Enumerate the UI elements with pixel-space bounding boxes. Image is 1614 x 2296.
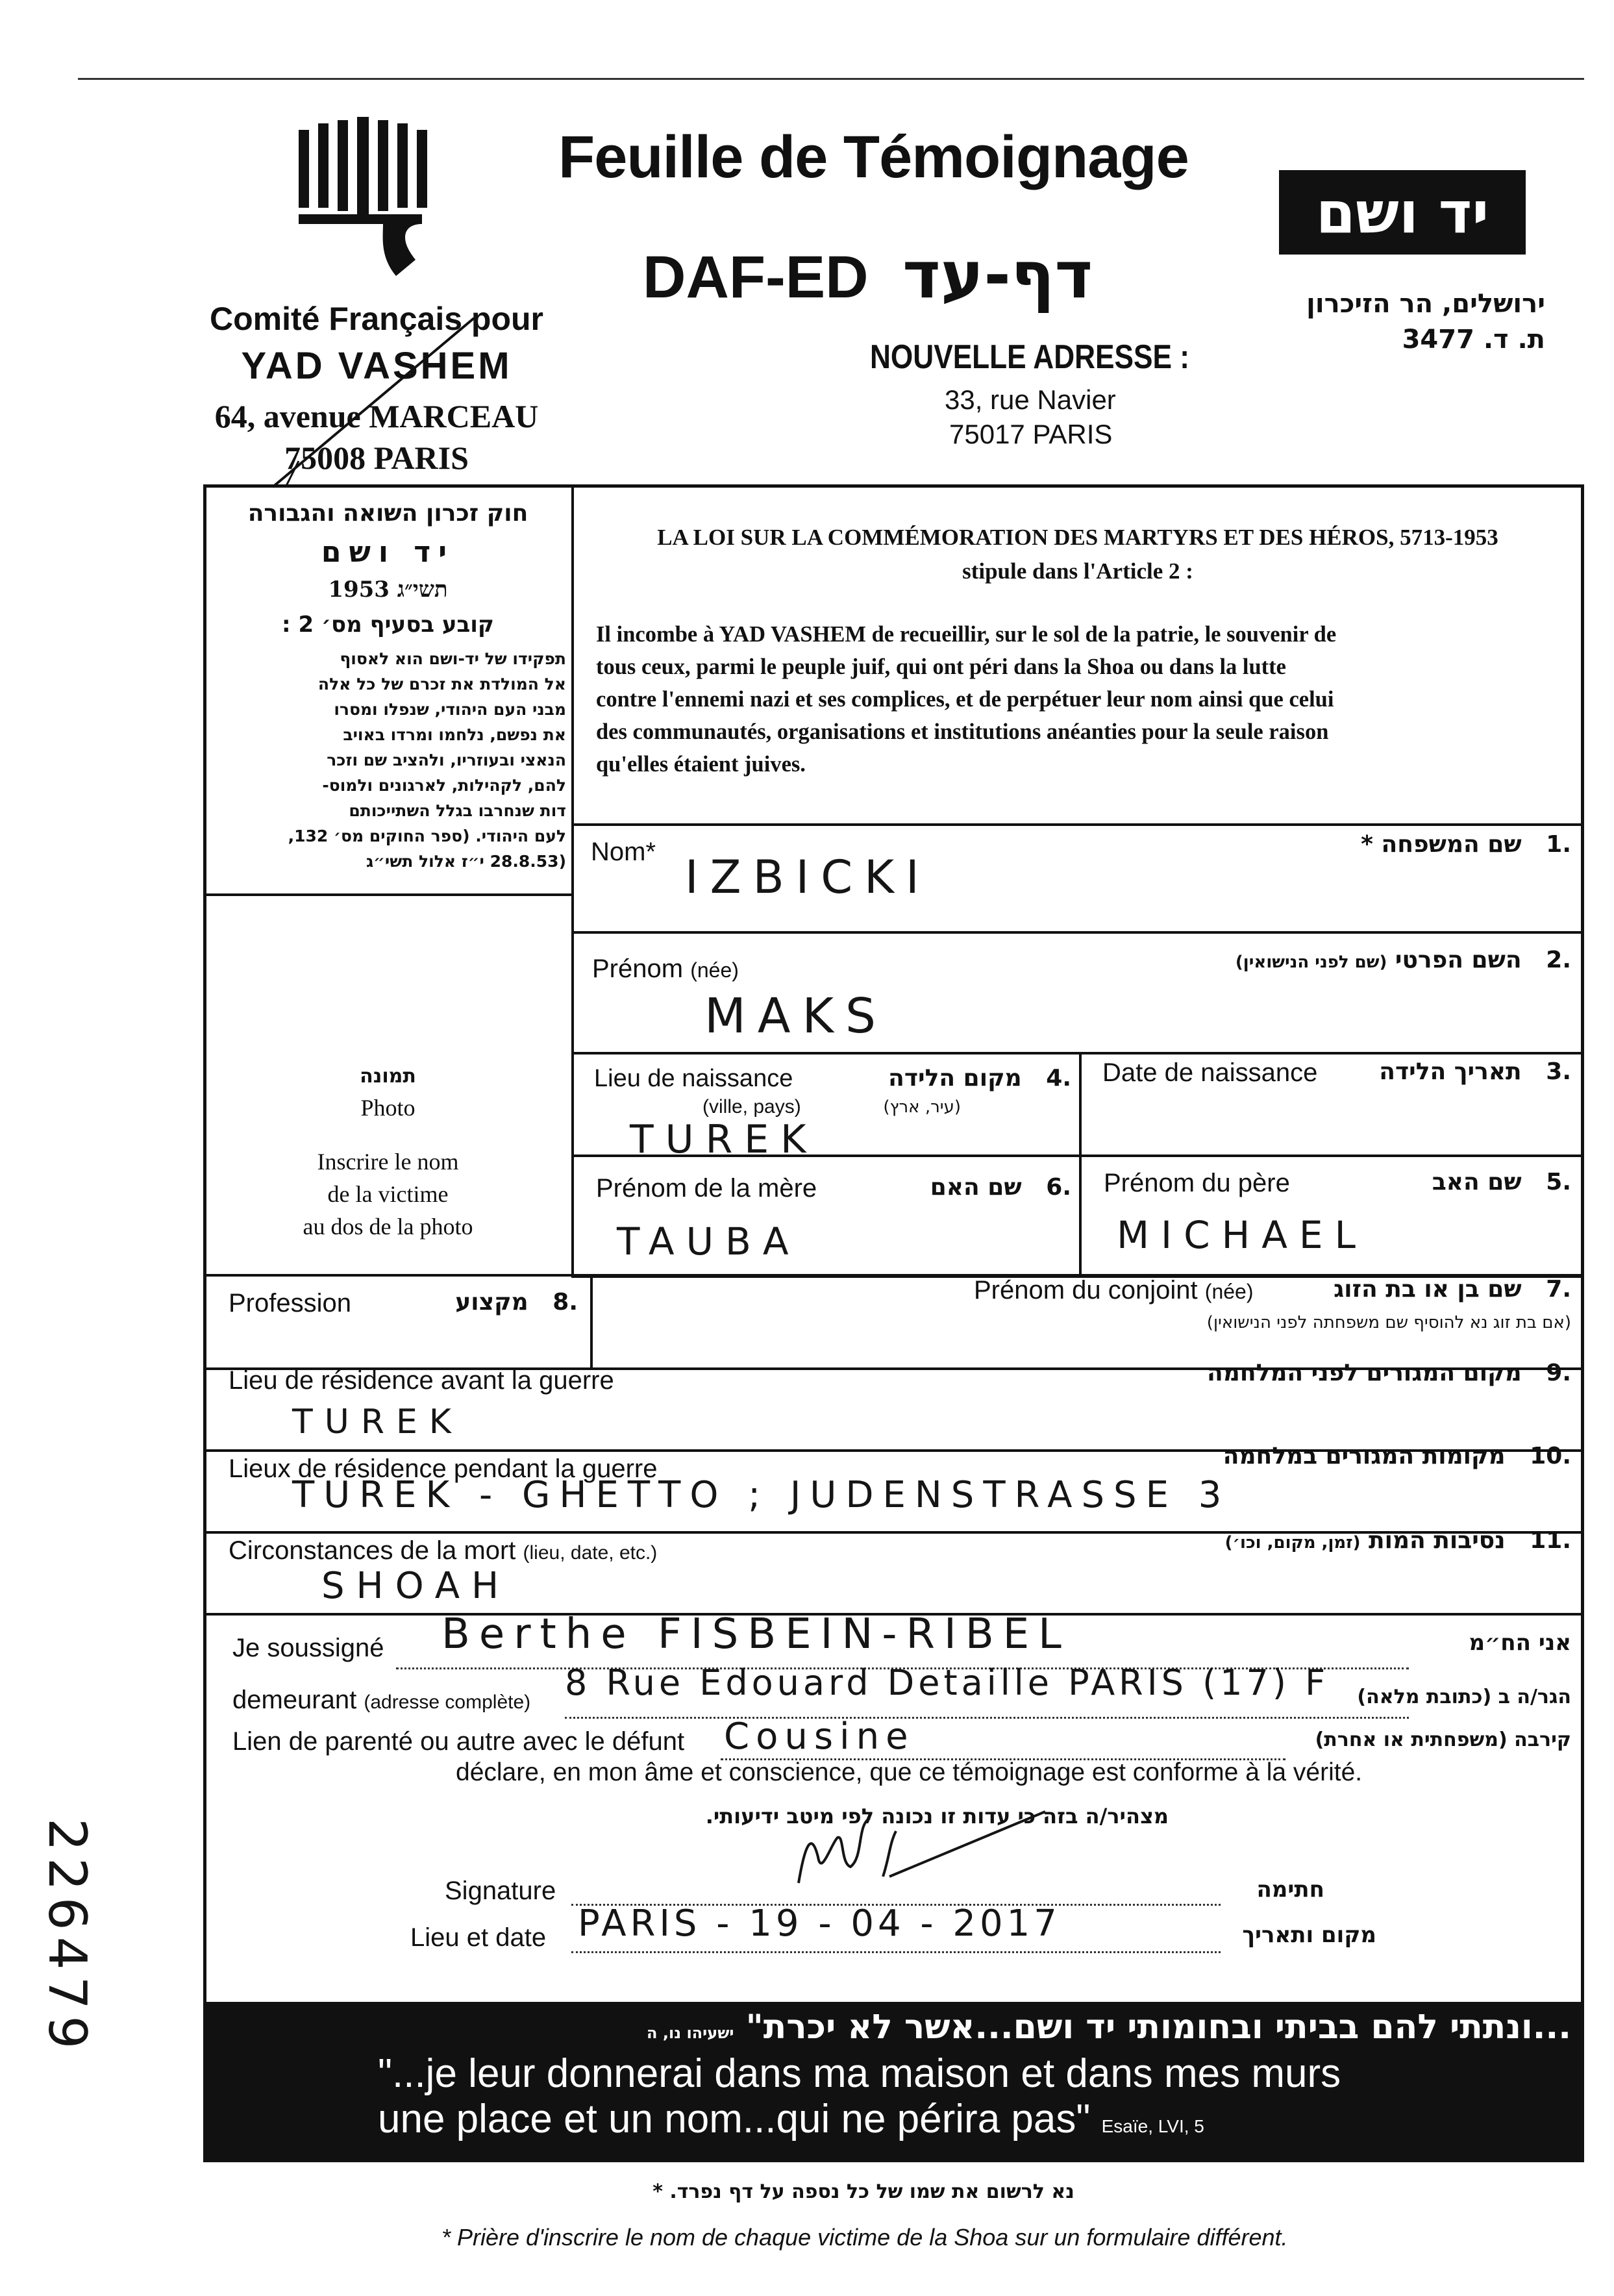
field-prenom-mere-value[interactable]: TAUBA xyxy=(617,1219,801,1264)
field-prenom-value[interactable]: MAKS xyxy=(704,988,888,1044)
law-french-line: tous ceux, parmi le peuple juif, qui ont péri dans la Shoa ou dans la lutte xyxy=(596,655,1286,679)
field-lieu-naissance-sub: (ville, pays) xyxy=(702,1096,801,1117)
field-residence-avant-label-he: .9 מקום המגורים לפני המלחמה xyxy=(1207,1360,1571,1386)
photo-instruction-1: Inscrire le nom xyxy=(317,1149,459,1175)
quote-banner-french-1: "...je leur donnerai dans ma maison et dans mes murs xyxy=(378,2051,1341,2096)
daf-ed-latin: DAF-ED xyxy=(643,244,869,310)
field-circonstances-value[interactable]: SHOAH xyxy=(321,1565,511,1607)
top-border xyxy=(78,78,1584,80)
org-line-2: YAD VASHEM xyxy=(241,345,512,387)
field-prenom-pere-value[interactable]: MICHAEL xyxy=(1117,1213,1367,1257)
lien-value[interactable]: Cousine xyxy=(724,1716,915,1758)
lien-label: Lien de parenté ou autre avec le défunt xyxy=(232,1727,685,1756)
law-french-body xyxy=(596,618,1563,780)
field-circonstances-label: Circonstances de la mort (lieu, date, etc.) xyxy=(229,1536,658,1565)
law-french-line: des communautés, organisations et institutions anéanties pour la seule raison xyxy=(596,719,1329,744)
signature-scribble xyxy=(792,1805,1052,1909)
yad-vashem-logo xyxy=(286,117,441,286)
demeurant-label-he: הגר/ה ב (כתובת מלאה) xyxy=(1357,1686,1571,1708)
field-prenom-label: Prénom (née) xyxy=(592,955,739,983)
field-prenom-pere-label: Prénom du père xyxy=(1104,1169,1290,1197)
field-residence-avant-value[interactable]: TUREK xyxy=(292,1403,463,1441)
field-residence-pendant-value[interactable]: TUREK - GHETTO ; JUDENSTRASSE 3 xyxy=(292,1474,1231,1516)
old-address-line-1: 64, avenue MARCEAU xyxy=(214,398,539,434)
field-residence-avant-label: Lieu de résidence avant la guerre xyxy=(229,1366,614,1395)
law-french-line: qu'elles étaient juives. xyxy=(596,752,806,777)
lieu-date-value[interactable]: PARIS - 19 - 04 - 2017 xyxy=(578,1903,1061,1945)
law-hebrew-body xyxy=(209,646,566,874)
law-french-line: contre l'ennemi nazi et ses complices, et de perpétuer leur nom ainsi que celui xyxy=(596,687,1334,712)
yad-vashem-hebrew-logo: יד ושם xyxy=(1279,170,1526,255)
field-prenom-pere-label-he: .5 שם האב xyxy=(1432,1169,1571,1195)
photo-instruction-3: au dos de la photo xyxy=(303,1214,473,1240)
field-conjoint-label: Prénom du conjoint (née) xyxy=(974,1276,1254,1304)
demeurant-value[interactable]: 8 Rue Edouard Detaille PARIS (17) F xyxy=(565,1662,1330,1703)
declare-fr: déclare, en mon âme et conscience, que ce témoignage est conforme à la vérité. xyxy=(456,1758,1363,1786)
law-hebrew-article: קובע בסעיף מס׳ 2 : xyxy=(282,612,494,638)
soussigne-value[interactable]: Berthe FISBEIN-RIBEL xyxy=(441,1610,1071,1658)
law-hebrew-line: הנאצי ובעוזריו, ולהציב שם וזכר xyxy=(327,751,566,769)
law-hebrew-yad-vashem: יד ושם xyxy=(321,536,455,569)
field-prenom-mere-label-he: .6 שם האם xyxy=(930,1174,1071,1201)
quote-banner-hebrew: ...ונתתי להם בביתי ובחומותי יד ושם...אשר לא יכרת" ישעיהו נו, ה xyxy=(647,2008,1571,2047)
page-title: Feuille de Témoignage xyxy=(558,124,1189,190)
field-lieu-naissance-label-he: .4 מקום הלידה xyxy=(888,1065,1071,1092)
law-hebrew-line: (28.8.53 י״ז אלול תשי״ג xyxy=(366,852,566,871)
field-profession-label: Profession xyxy=(229,1289,351,1317)
photo-label: Photo xyxy=(360,1095,416,1121)
law-hebrew-line: מבני העם היהודי, שנפלו ומסרו xyxy=(334,700,566,719)
demeurant-line xyxy=(565,1717,1409,1719)
field-profession-label-he: .8 מקצוע xyxy=(455,1289,578,1316)
field-nom-label-he: .1 שם המשפחה * xyxy=(1361,831,1571,858)
field-conjoint-label-he: .7 שם בן או בת הזוג xyxy=(1334,1276,1571,1303)
jerusalem-line-1: ירושלים, הר הזיכרון xyxy=(1306,289,1545,319)
lieu-date-label: Lieu et date xyxy=(410,1923,547,1952)
quote-banner-french-2: une place et un nom...qui ne périra pas" Esaïe, LVI, 5 xyxy=(378,2097,1204,2141)
soussigne-label: Je soussigné xyxy=(232,1634,384,1662)
field-lieu-naissance-sub-he: (עיר, ארץ) xyxy=(883,1097,961,1117)
lieu-date-line xyxy=(571,1951,1221,1953)
field-lieu-naissance-label: Lieu de naissance xyxy=(594,1065,793,1092)
footer-note-hebrew: נא לרשום את שמו של כל נספה על דף נפרד. * xyxy=(652,2180,1074,2203)
field-nom-label: Nom* xyxy=(591,838,656,866)
margin-number: 226479 xyxy=(37,1818,97,2056)
address-strike-line xyxy=(260,305,506,500)
lien-label-he: קירבה (משפחתית או אחרת) xyxy=(1315,1728,1571,1751)
field-prenom-label-he: .2 השם הפרטי (שם לפני הנישואין) xyxy=(1235,947,1571,973)
field-conjoint-note-he: (אם בת זוג נא להוסיף שם משפחתה לפני הנישואין) xyxy=(1206,1313,1571,1332)
signature-label: Signature xyxy=(445,1877,556,1905)
new-address-line-2: 75017 PARIS xyxy=(949,419,1113,449)
law-hebrew-line: דות שנחרבו בגלל השתייכותם xyxy=(349,801,566,820)
soussigne-label-he: אני הח״מ xyxy=(1469,1630,1571,1656)
field-residence-pendant-label: Lieux de résidence pendant la guerre xyxy=(229,1454,658,1483)
field-residence-pendant-label-he: .10 מקומות המגורים במלחמה xyxy=(1223,1443,1571,1469)
photo-instruction-2: de la victime xyxy=(327,1181,449,1207)
field-nom-value[interactable]: IZBICKI xyxy=(685,851,931,904)
law-photo-divider xyxy=(203,893,573,896)
declare-he: מצהיר/ה בזה כי עדות זו נכונה לפי מיטב ידיעותי. xyxy=(705,1804,1169,1828)
photo-label-hebrew: תמונה xyxy=(360,1065,416,1088)
law-hebrew-line: אל המולדת את זכרם של כל אלה xyxy=(317,675,566,693)
org-line-1: Comité Français pour xyxy=(210,301,543,337)
jerusalem-line-2: ת. ד. 3477 xyxy=(1402,325,1545,355)
old-address-line-2: 75008 PARIS xyxy=(284,440,469,476)
field-circonstances-label-he: .11 נסיבות המות (זמן, מקום, וכו׳) xyxy=(1224,1527,1571,1554)
lieu-date-label-he: מקום ותאריך xyxy=(1242,1922,1376,1948)
law-hebrew-line: להם, לקהילות, לארגונים ולמוס- xyxy=(322,776,566,795)
footer-note-french: * Prière d'inscrire le nom de chaque victime de la Shoa sur un formulaire différent. xyxy=(441,2224,1288,2251)
field-lieu-naissance-value[interactable]: TUREK xyxy=(630,1117,818,1162)
law-hebrew-line: תפקידו של יד-ושם הוא לאסוף xyxy=(340,649,566,668)
law-hebrew-line: את נפשם, נלחמו ומרדו באויב xyxy=(343,725,566,744)
law-hebrew-year: 1953 תשי״ג xyxy=(328,577,448,603)
field-prenom-mere-label: Prénom de la mère xyxy=(596,1174,817,1203)
signature-label-he: חתימה xyxy=(1256,1877,1324,1903)
new-address-title: NOUVELLE ADRESSE : xyxy=(870,338,1189,376)
law-hebrew-line: לעם היהודי. (ספר החוקים מס׳ 132, xyxy=(288,827,566,845)
field-date-naissance-label: Date de naissance xyxy=(1102,1058,1318,1087)
daf-ed-hebrew: דף-עד xyxy=(902,237,1093,313)
law-hebrew-title: חוק זכרון השואה והגבורה xyxy=(247,500,528,527)
field-date-naissance-label-he: .3 תאריך הלידה xyxy=(1379,1058,1571,1085)
law-french-title: LA LOI SUR LA COMMÉMORATION DES MARTYRS ET DES HÉROS, 5713-1953 xyxy=(657,525,1498,550)
demeurant-label: demeurant (adresse complète) xyxy=(232,1686,531,1714)
law-french-subtitle: stipule dans l'Article 2 : xyxy=(962,558,1193,584)
law-french-line: Il incombe à YAD VASHEM de recueillir, sur le sol de la patrie, le souvenir de xyxy=(596,622,1337,647)
new-address-line-1: 33, rue Navier xyxy=(945,384,1116,415)
